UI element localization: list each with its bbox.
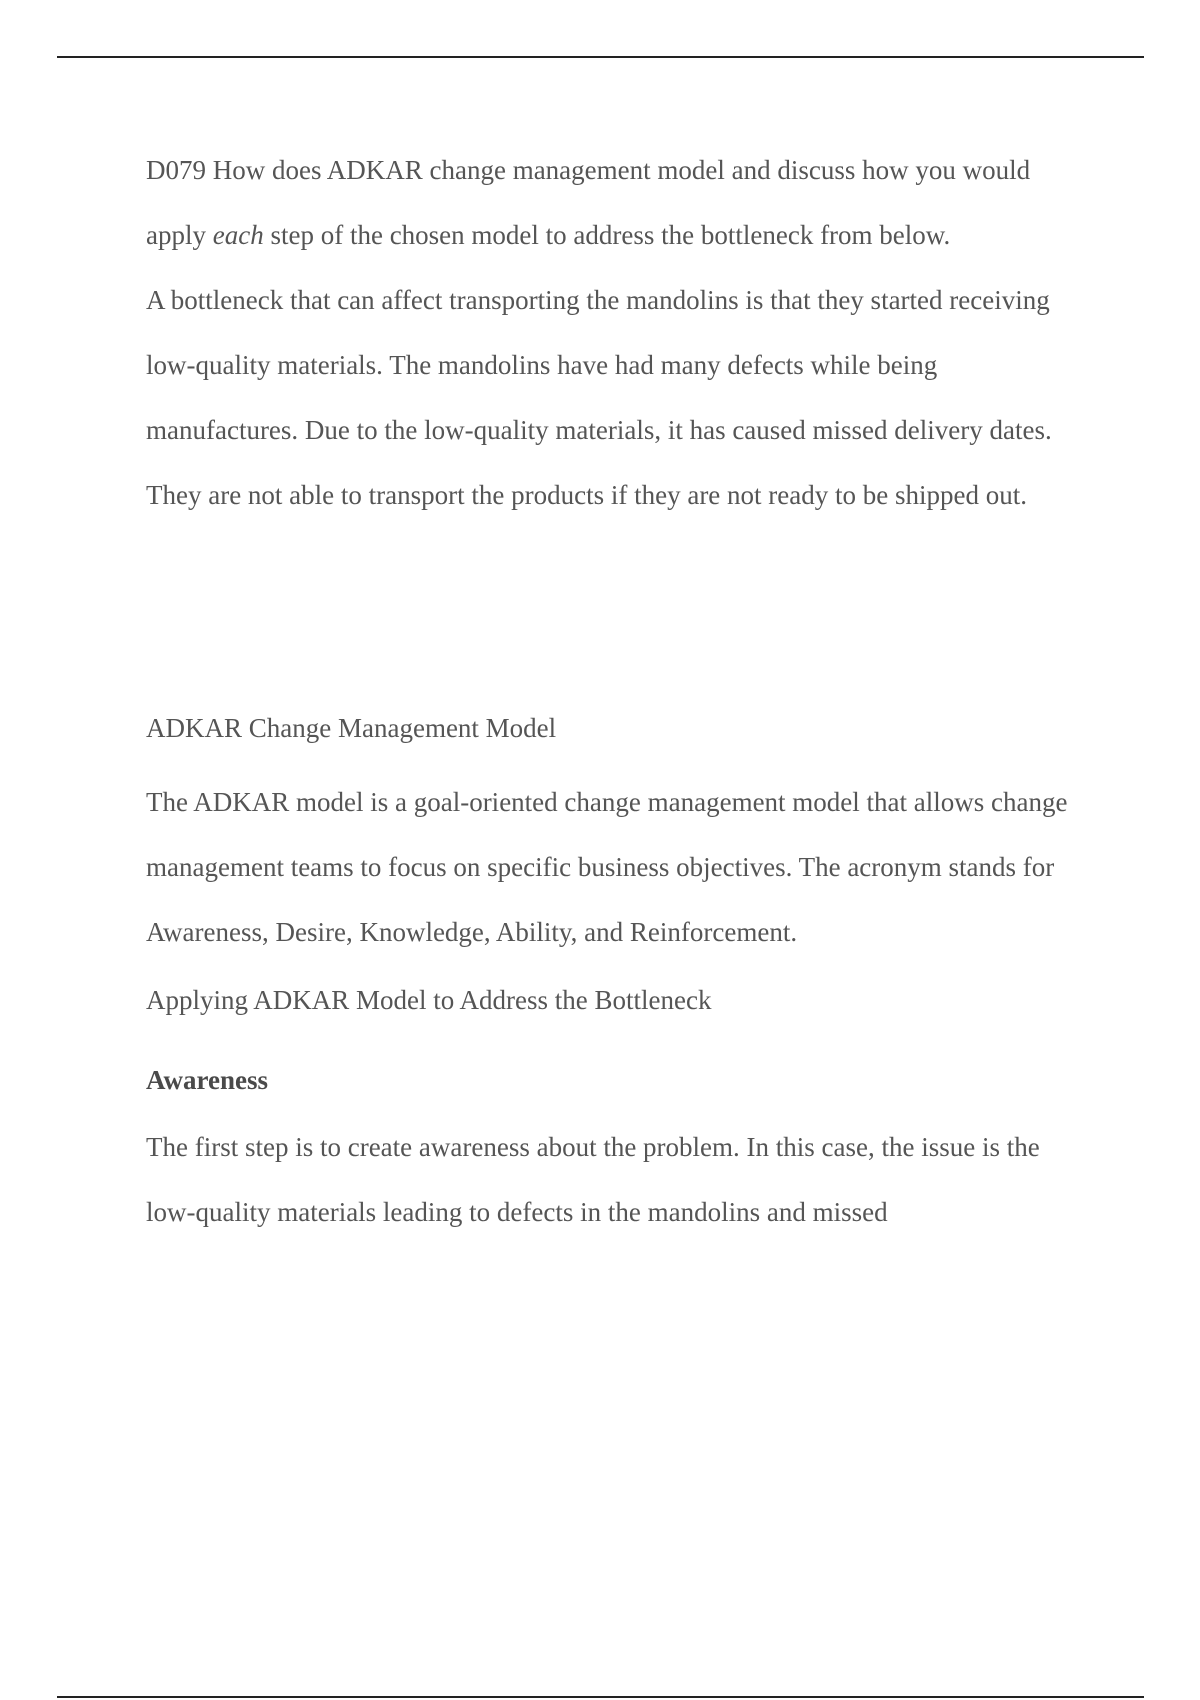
model-paragraph: The ADKAR model is a goal-oriented change management model that allows change management teams to focus on specific business objectives. The acronym stands for Awareness, Desire, Knowledge, Ability, and Reinforcement.	[146, 787, 1068, 947]
spacer	[146, 965, 1076, 980]
top-rule	[57, 56, 1144, 58]
spacer	[146, 748, 1076, 770]
spacer	[146, 1020, 1076, 1060]
document-body	[146, 138, 1076, 1245]
applying-heading: Applying ADKAR Model to Address the Bottleneck	[146, 985, 712, 1015]
awareness-heading: Awareness	[146, 1065, 268, 1095]
question-paragraph	[146, 138, 1076, 268]
spacer	[146, 1100, 1076, 1115]
bottleneck-paragraph: A bottleneck that can affect transporting the mandolins is that they started receiving low-quality materials. The mandolins have had many defects while being manufactures. Due to the low-quality materials, it has caused missed delivery dates. They are not able to transport the products if they are not ready to be shipped out.	[146, 285, 1052, 510]
question-emphasis: each	[212, 220, 264, 250]
question-text-end: step of the chosen model to address the bottleneck from below.	[263, 220, 951, 250]
bottom-rule	[57, 1696, 1144, 1698]
spacer	[146, 528, 1076, 708]
question-text-start: D079 How does ADKAR change management model and discuss how you would apply	[146, 155, 1031, 250]
model-heading: ADKAR Change Management Model	[146, 713, 557, 743]
awareness-paragraph: The first step is to create awareness about the problem. In this case, the issue is the low-quality materials leading to defects in the mandolins and missed	[146, 1132, 1040, 1227]
